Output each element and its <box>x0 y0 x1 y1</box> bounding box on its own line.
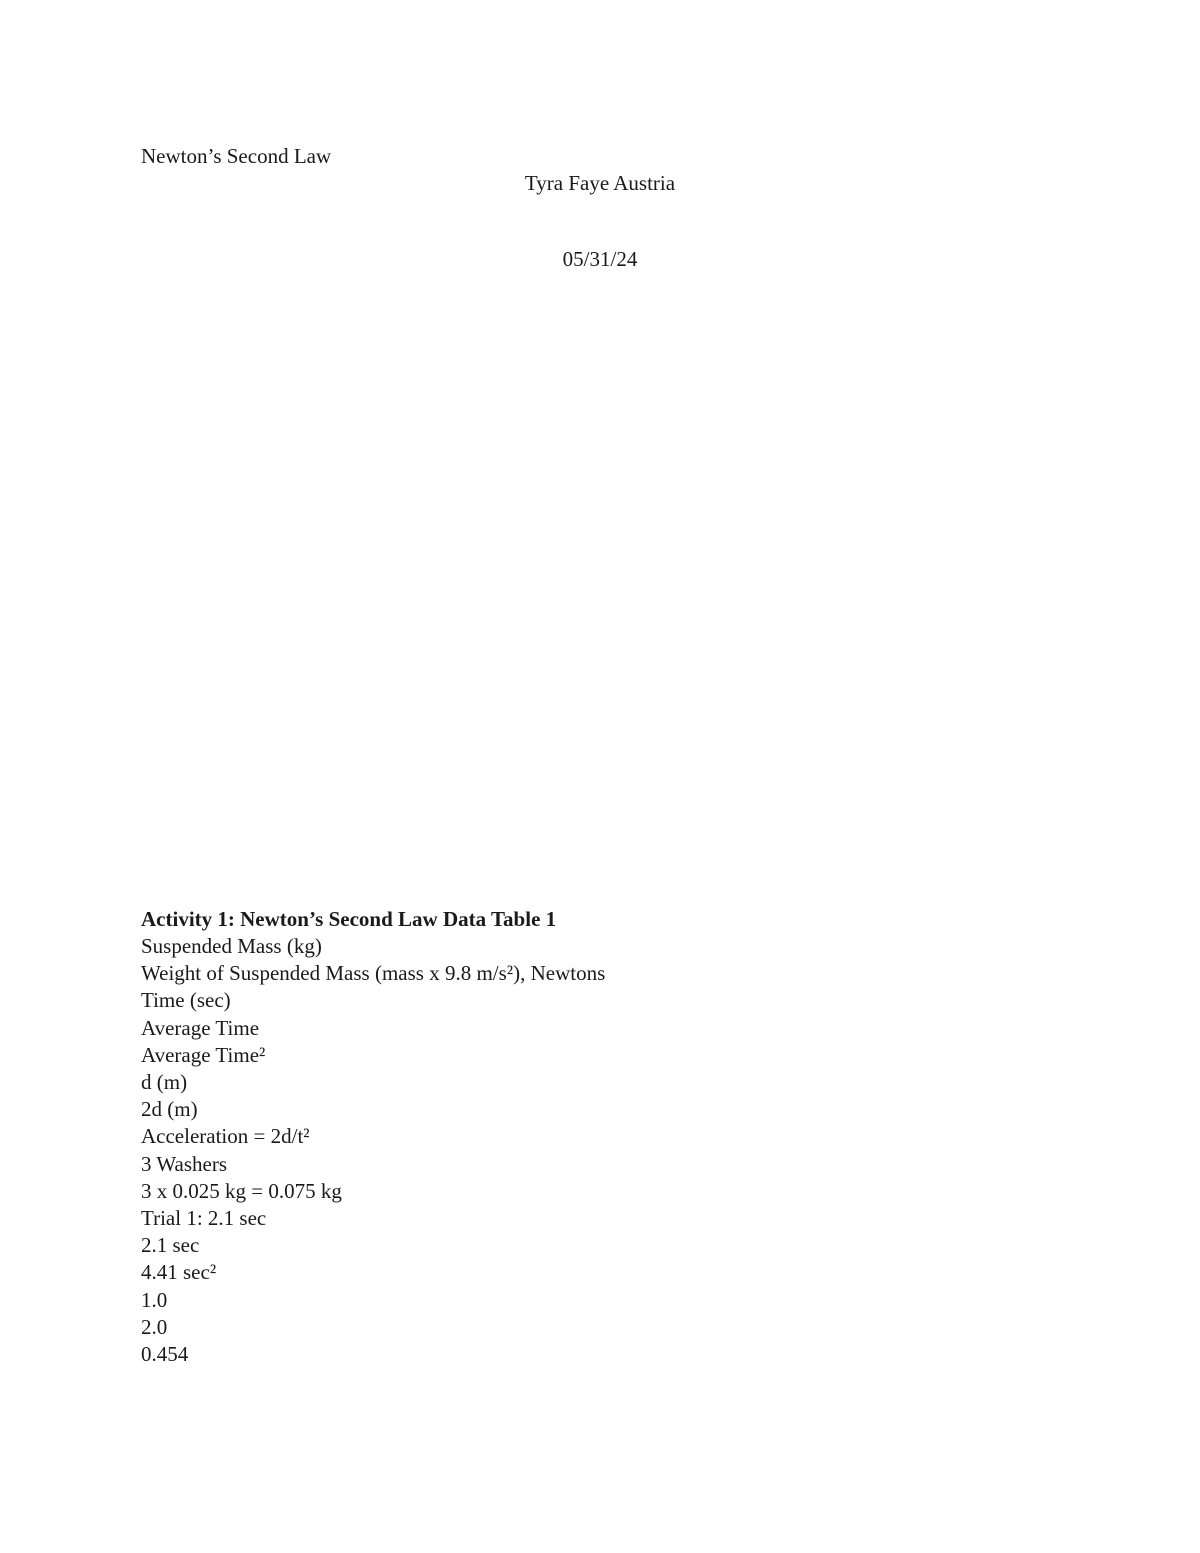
data-line: Time (sec) <box>141 988 231 1013</box>
data-line: Weight of Suspended Mass (mass x 9.8 m/s²), Newtons <box>141 961 606 986</box>
author-name: Tyra Faye Austria <box>524 171 676 195</box>
data-line: Average Time <box>141 1015 260 1040</box>
data-line: 1.0 <box>141 1287 168 1312</box>
document-date: 05/31/24 <box>562 247 638 271</box>
activity-section <box>141 906 1041 1368</box>
data-line: 0.454 <box>141 1342 189 1367</box>
data-line: Trial 1: 2.1 sec <box>141 1206 267 1231</box>
activity-heading: Activity 1: Newton’s Second Law Data Table 1 <box>141 907 557 931</box>
data-line: Average Time² <box>141 1042 266 1067</box>
data-line: 2.0 <box>141 1314 168 1339</box>
data-line: 2.1 sec <box>141 1233 200 1258</box>
activity-data-lines <box>141 933 1041 1368</box>
document-title: Newton’s Second Law <box>141 144 332 168</box>
data-line: 3 Washers <box>141 1151 227 1176</box>
data-line: 2d (m) <box>141 1097 198 1122</box>
data-line: Acceleration = 2d/t² <box>141 1124 310 1149</box>
data-line: 4.41 sec² <box>141 1260 217 1285</box>
data-line: 3 x 0.025 kg = 0.075 kg <box>141 1178 342 1203</box>
data-line: d (m) <box>141 1070 188 1095</box>
data-line: Suspended Mass (kg) <box>141 934 322 958</box>
